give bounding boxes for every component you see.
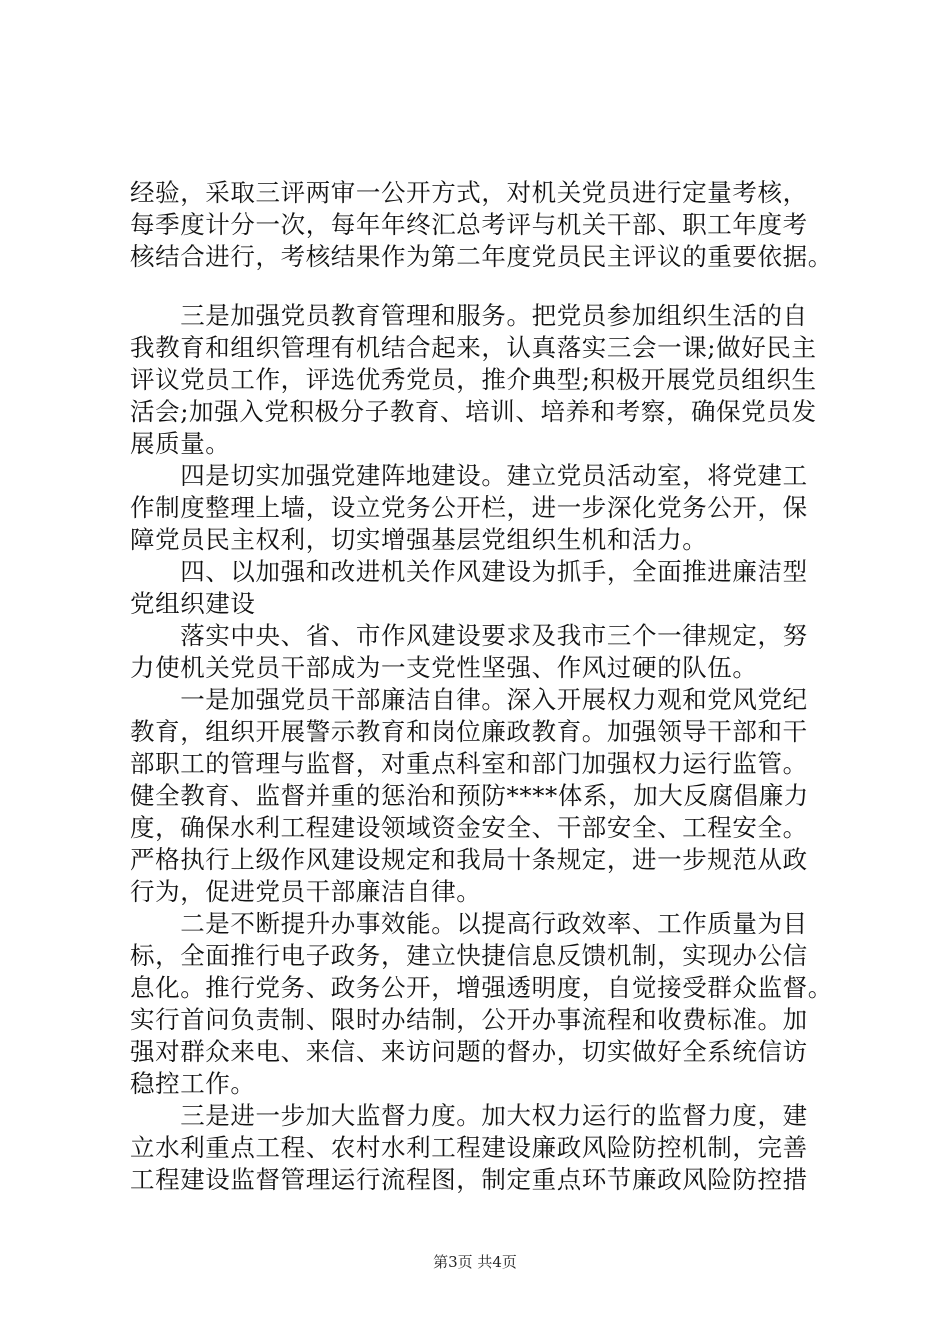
- text-line: 核结合进行，考核结果作为第二年度党员民主评议的重要依据。: [130, 242, 833, 271]
- page-number-footer: 第3页 共4页: [433, 1253, 517, 1271]
- section-heading-line: 党组织建设: [130, 589, 256, 618]
- text-line: 每季度计分一次，每年年终汇总考评与机关干部、职工年度考: [130, 210, 808, 239]
- text-line: 落实中央、省、市作风建设要求及我市三个一律规定，努: [130, 621, 808, 650]
- text-line: 展质量。: [130, 429, 231, 458]
- text-line: 一是加强党员干部廉洁自律。深入开展权力观和党风党纪: [130, 685, 808, 714]
- text-line: 我教育和组织管理有机结合起来，认真落实三会一课;做好民主: [130, 333, 817, 362]
- text-line: 经验，采取三评两审一公开方式，对机关党员进行定量考核，: [130, 178, 808, 207]
- text-line: 立水利重点工程、农村水利工程建设廉政风险防控机制，完善: [130, 1133, 808, 1162]
- text-line: 四是切实加强党建阵地建设。建立党员活动室，将党建工: [130, 461, 808, 490]
- text-line: 力使机关党员干部成为一支党性坚强、作风过硬的队伍。: [130, 653, 758, 682]
- text-line: 三是加强党员教育管理和服务。把党员参加组织生活的自: [130, 301, 808, 330]
- text-line: 三是进一步加大监督力度。加大权力运行的监督力度，建: [130, 1101, 808, 1130]
- text-line: 障党员民主权利，切实增强基层党组织生机和活力。: [130, 525, 708, 554]
- text-line: 作制度整理上墙，设立党务公开栏，进一步深化党务公开，保: [130, 493, 808, 522]
- text-line: 稳控工作。: [130, 1069, 256, 1098]
- text-line: 部职工的管理与监督，对重点科室和部门加强权力运行监管。: [130, 749, 808, 778]
- text-line: 教育，组织开展警示教育和岗位廉政教育。加强领导干部和干: [130, 717, 808, 746]
- text-line: 行为，促进党员干部廉洁自律。: [130, 877, 482, 906]
- text-line: 健全教育、监督并重的惩治和预防****体系，加大反腐倡廉力: [130, 781, 809, 810]
- text-line: 二是不断提升办事效能。以提高行政效率、工作质量为目: [130, 909, 808, 938]
- text-line: 评议党员工作，评选优秀党员，推介典型;积极开展党员组织生: [130, 365, 817, 394]
- text-line: 强对群众来电、来信、来访问题的督办，切实做好全系统信访: [130, 1037, 808, 1066]
- section-heading-line: 四、以加强和改进机关作风建设为抓手，全面推进廉洁型: [130, 557, 808, 586]
- text-line: 息化。推行党务、政务公开，增强透明度，自觉接受群众监督。: [130, 973, 833, 1002]
- text-line: 活会;加强入党积极分子教育、培训、培养和考察，确保党员发: [130, 397, 817, 426]
- text-line: 度，确保水利工程建设领域资金安全、干部安全、工程安全。: [130, 813, 808, 842]
- text-line: 工程建设监督管理运行流程图，制定重点环节廉政风险防控措: [130, 1165, 808, 1194]
- text-line: 严格执行上级作风建设规定和我局十条规定，进一步规范从政: [130, 845, 808, 874]
- text-line: 标，全面推行电子政务，建立快捷信息反馈机制，实现办公信: [130, 941, 808, 970]
- text-line: 实行首问负责制、限时办结制，公开办事流程和收费标准。加: [130, 1005, 808, 1034]
